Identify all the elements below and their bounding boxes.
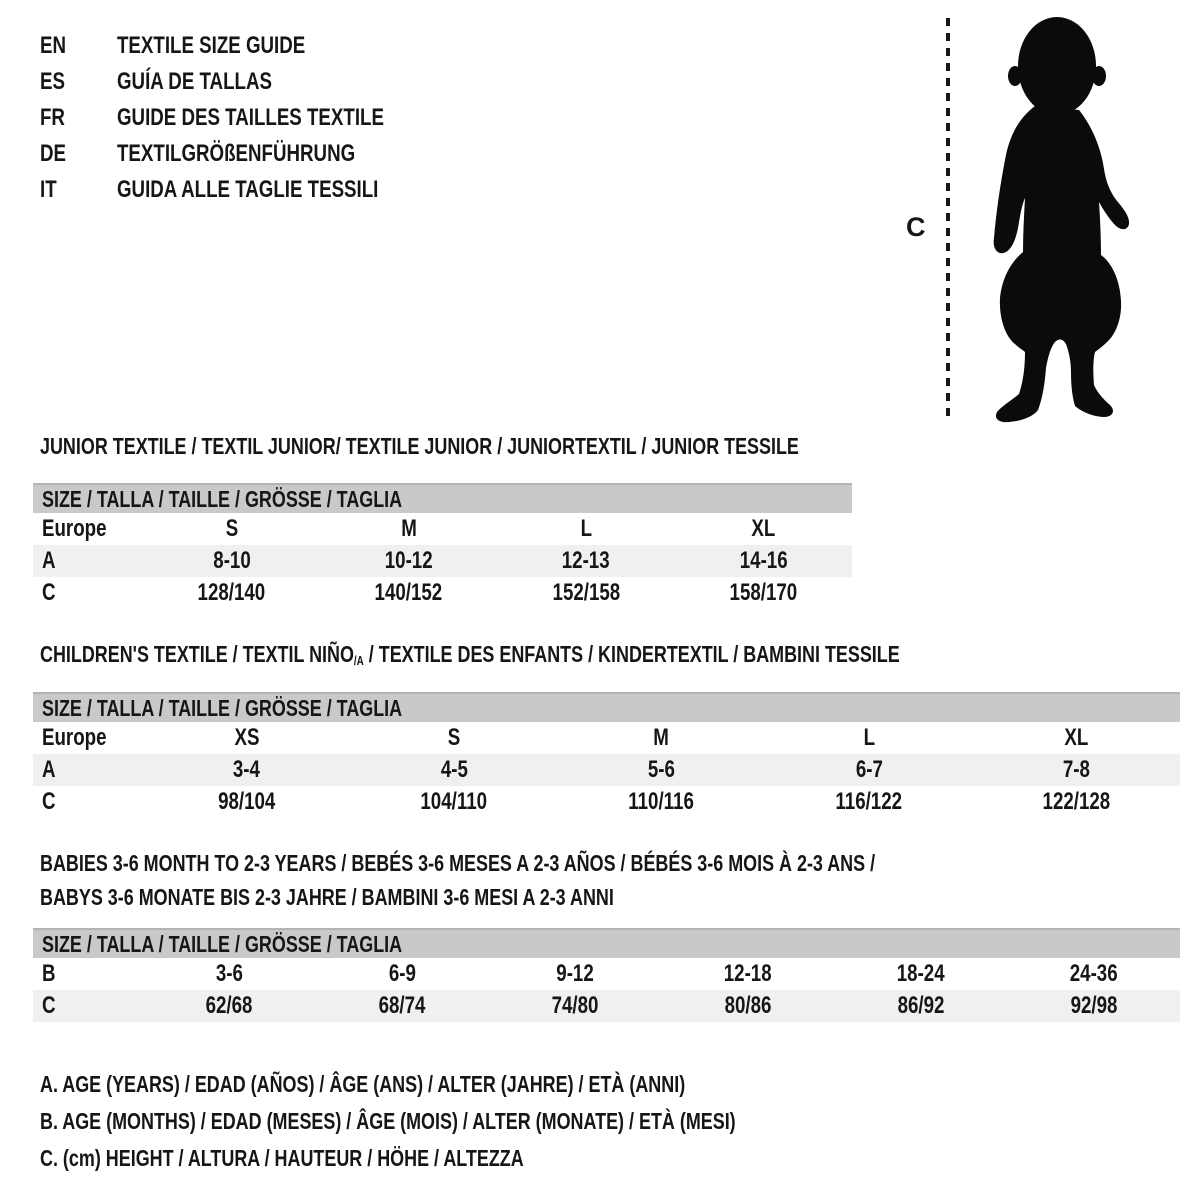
size-value: M (653, 724, 670, 751)
size-value: S (447, 724, 461, 751)
babies-size-table (33, 928, 1180, 1022)
size-value: M (401, 515, 417, 542)
size-value: 18-24 (896, 960, 945, 987)
children-section-title: CHILDREN'S TEXTILE / TEXTIL $NIÑO_{/A}$ / TEXTILE DES ENFANTS / KINDERTEXTIL / BAMBINI TESSILE (40, 641, 900, 669)
size-value: 12-13 (562, 547, 611, 574)
lang-title: TEXTILGRÖßENFÜHRUNG (117, 140, 356, 167)
size-value: 62/68 (205, 992, 253, 1019)
size-value: 8-10 (212, 547, 251, 574)
size-value: 5-6 (647, 756, 676, 783)
size-value: S (225, 515, 238, 542)
size-value: 12-18 (723, 960, 772, 987)
table-row (33, 786, 1180, 818)
lang-row-es (40, 64, 459, 100)
lang-title: GUÍA DE TALLAS (117, 68, 272, 95)
size-value: 10-12 (384, 547, 433, 574)
lang-title: TEXTILE SIZE GUIDE (117, 32, 306, 59)
size-value: 3-4 (233, 756, 261, 783)
babies-section-title: BABIES 3-6 MONTH TO 2-3 YEARS / BEBÉS 3-6 MESES A 2-3 AÑOS / BÉBÉS 3-6 MOIS À 2-3 ANS / BABYS 3-6 MONATE BIS 2-3 JAHRE / BAMBINI 3-6 MESI A 2-3 ANNI (40, 850, 876, 910)
size-header-band: SIZE / TALLA / TAILLE / GRÖSSE / TAGLIA (33, 928, 1180, 958)
size-value: L (580, 515, 592, 542)
size-value: 104/110 (420, 788, 488, 815)
lang-code: ES (40, 68, 65, 95)
size-value: XL (1064, 724, 1089, 751)
lang-row-de (40, 136, 459, 172)
lang-row-it (40, 172, 459, 208)
size-value: 6-7 (855, 756, 883, 783)
size-value: 14-16 (739, 547, 788, 574)
row-label: C (42, 788, 56, 815)
table-row (33, 990, 1180, 1022)
table-row (33, 577, 852, 609)
language-title-list (40, 28, 459, 208)
height-measure-line (946, 18, 950, 416)
size-header-band: SIZE / TALLA / TAILLE / GRÖSSE / TAGLIA (33, 692, 1180, 722)
size-value: 128/140 (197, 579, 266, 606)
size-value: 140/152 (375, 579, 443, 606)
size-header-band: SIZE / TALLA / TAILLE / GRÖSSE / TAGLIA (33, 483, 852, 513)
size-value: 152/158 (552, 579, 620, 606)
row-label: Europe (42, 724, 107, 751)
table-row (33, 722, 1180, 754)
size-value: 158/170 (729, 579, 798, 606)
size-value: 80/86 (724, 992, 772, 1019)
size-value: 9-12 (556, 960, 594, 987)
size-value: 7-8 (1062, 756, 1090, 783)
size-value: 74/80 (551, 992, 599, 1019)
size-value: 68/74 (378, 992, 426, 1019)
row-label: B (42, 960, 56, 987)
size-value: 116/122 (835, 788, 903, 815)
size-value: 4-5 (440, 756, 468, 783)
size-value: L (863, 724, 875, 751)
table-row (33, 958, 1180, 990)
table-row (33, 545, 852, 577)
lang-code: EN (40, 32, 67, 59)
size-value: 92/98 (1070, 992, 1117, 1019)
size-value: XS (234, 724, 260, 751)
lang-code: FR (40, 104, 65, 131)
size-value: 122/128 (1042, 788, 1111, 815)
lang-title: GUIDE DES TAILLES TEXTILE (117, 104, 384, 131)
lang-code: IT (40, 176, 57, 203)
row-label: Europe (42, 515, 107, 542)
size-value: 6-9 (388, 960, 416, 987)
children-size-table (33, 692, 1180, 818)
table-row (33, 513, 852, 545)
footnote-a: A. AGE (YEARS) / EDAD (AÑOS) / ÂGE (ANS) / ALTER (JAHRE) / ETÀ (ANNI) (40, 1071, 686, 1097)
lang-title: GUIDA ALLE TAGLIE TESSILI (117, 176, 379, 203)
table-row (33, 754, 1180, 786)
size-value: 98/104 (218, 788, 276, 815)
footnote-b: B. AGE (MONTHS) / EDAD (MESES) / ÂGE (MOIS) / ALTER (MONATE) / ETÀ (MESI) (40, 1108, 736, 1134)
toddler-silhouette-image (965, 14, 1137, 426)
lang-row-en (40, 28, 459, 64)
size-value: 110/116 (628, 788, 695, 815)
size-value: 86/92 (897, 992, 945, 1019)
size-value: 3-6 (215, 960, 243, 987)
lang-row-fr (40, 100, 459, 136)
row-label: A (42, 547, 56, 574)
row-label: C (42, 579, 56, 606)
size-value: 24-36 (1069, 960, 1118, 987)
size-value: XL (751, 515, 776, 542)
row-label: C (42, 992, 56, 1019)
footnote-c: C. (cm) HEIGHT / ALTURA / HAUTEUR / HÖHE / ALTEZZA (40, 1145, 524, 1171)
height-measure-label: C (906, 212, 926, 242)
junior-section-title: JUNIOR TEXTILE / TEXTIL JUNIOR/ TEXTILE JUNIOR / JUNIORTEXTIL / JUNIOR TESSILE (40, 433, 799, 459)
junior-size-table (33, 483, 852, 609)
lang-code: DE (40, 140, 67, 167)
footnotes (40, 1066, 932, 1177)
row-label: A (42, 756, 56, 783)
